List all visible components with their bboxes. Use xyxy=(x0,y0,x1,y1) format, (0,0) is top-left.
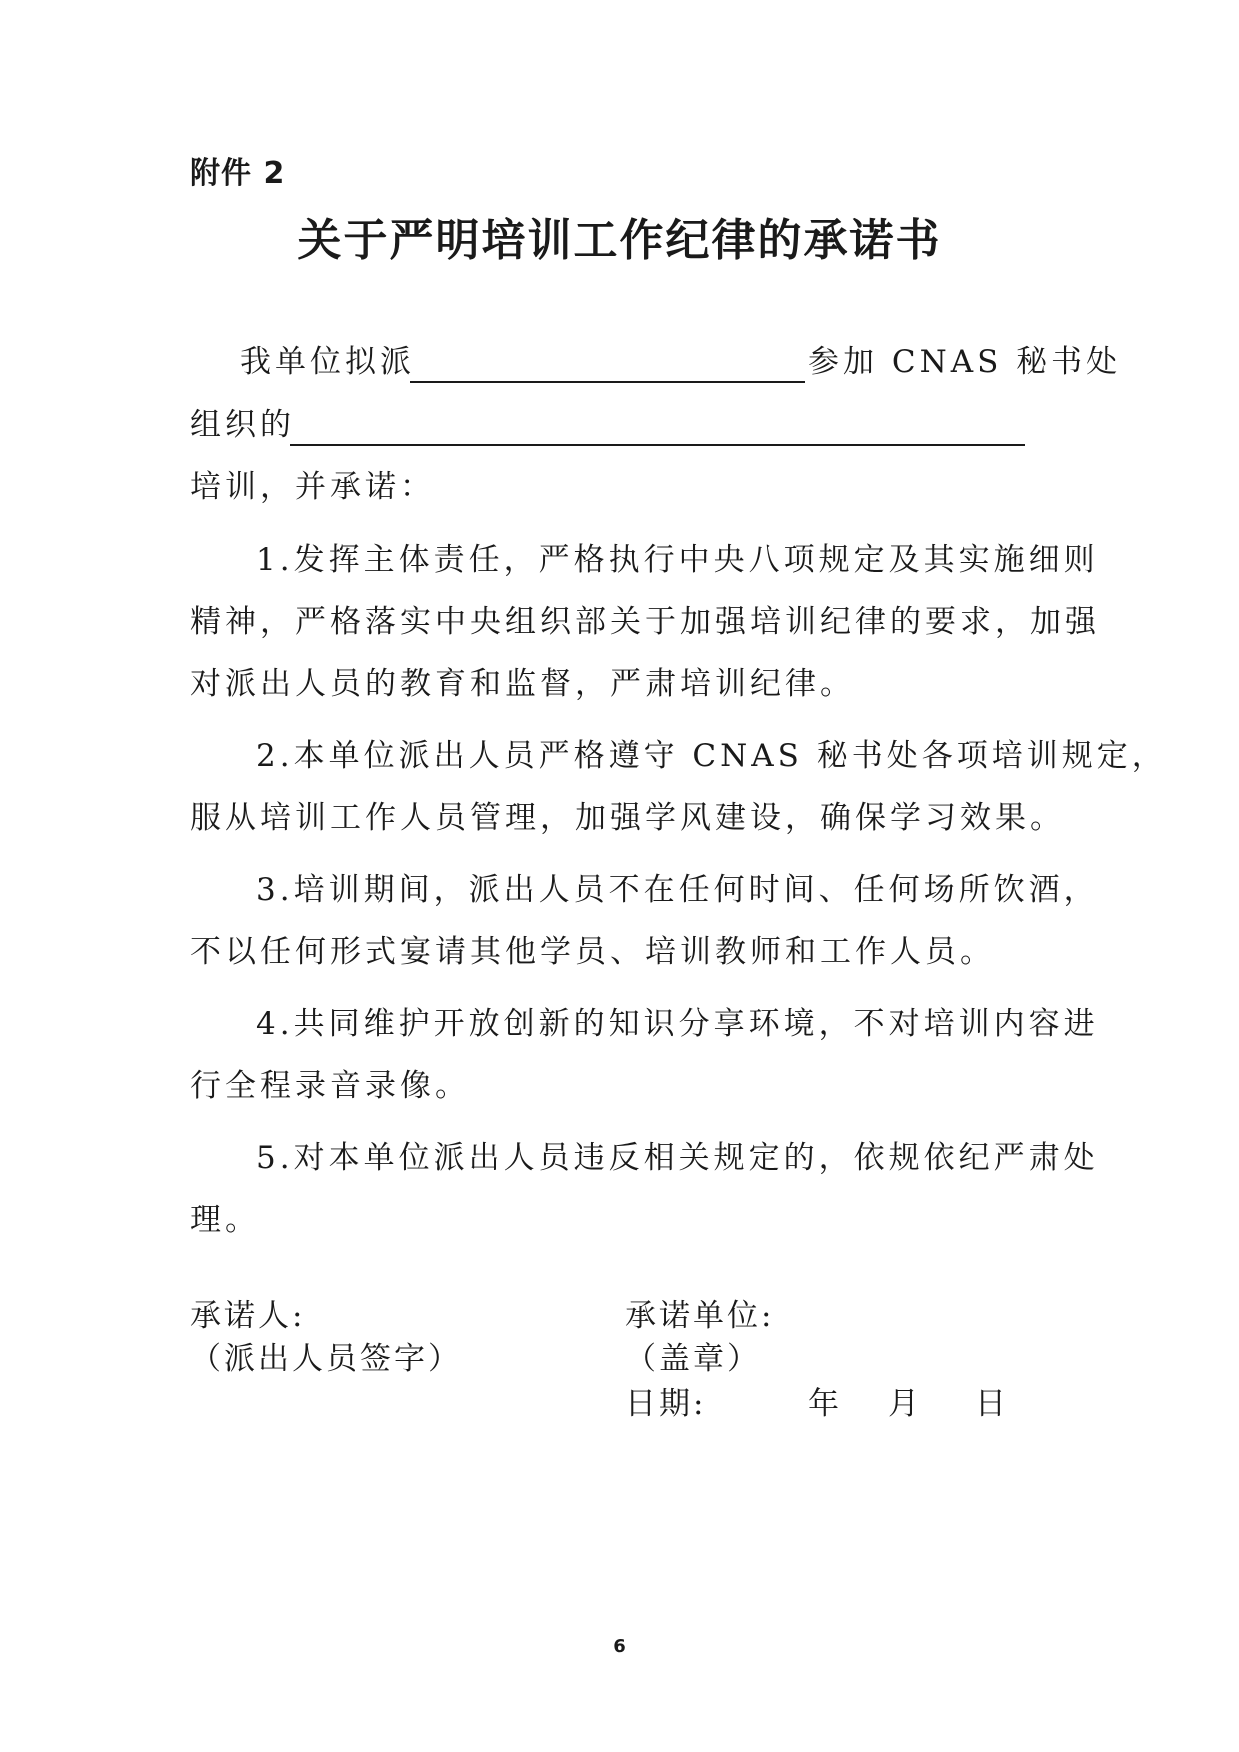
date-year: 年 xyxy=(808,1386,842,1422)
intro-line1-prefix: 我单位拟派 xyxy=(240,344,415,380)
promisor-signature-note[interactable]: （派出人员签字） xyxy=(190,1341,462,1377)
item-1-line-3: 对派出人员的教育和监督，严肃培训纪律。 xyxy=(190,666,855,702)
promising-unit-label: 承诺单位: xyxy=(625,1298,775,1334)
page-number: 6 xyxy=(613,1636,626,1657)
item-4-line-2: 行全程录音录像。 xyxy=(190,1068,470,1104)
promisor-label: 承诺人: xyxy=(190,1298,306,1334)
item-5-line-1: 5.对本单位派出人员违反相关规定的，依规依纪严肃处 xyxy=(256,1140,1099,1176)
item-2-line-1: 2.本单位派出人员严格遵守 CNAS 秘书处各项培训规定， xyxy=(256,738,1167,774)
document-title: 关于严明培训工作纪律的承诺书 xyxy=(297,215,942,266)
item-4-line-1: 4.共同维护开放创新的知识分享环境，不对培训内容进 xyxy=(256,1006,1099,1042)
item-1-line-2: 精神，严格落实中央组织部关于加强培训纪律的要求，加强 xyxy=(190,604,1100,640)
item-3-line-2: 不以任何形式宴请其他学员、培训教师和工作人员。 xyxy=(190,934,995,970)
item-1-line-1: 1.发挥主体责任，严格执行中央八项规定及其实施细则 xyxy=(256,542,1099,578)
delegate-name-blank[interactable] xyxy=(410,381,805,383)
item-2-line-2: 服从培训工作人员管理，加强学风建设，确保学习效果。 xyxy=(190,800,1065,836)
training-name-blank[interactable] xyxy=(290,444,1025,446)
item-3-line-1: 3.培训期间，派出人员不在任何时间、任何场所饮酒， xyxy=(256,872,1099,908)
date-label: 日期: xyxy=(625,1386,707,1422)
intro-line1-suffix: 参加 CNAS 秘书处 xyxy=(808,344,1122,380)
attachment-label: 附件 2 xyxy=(190,156,286,191)
intro-line3: 培训，并承诺： xyxy=(190,469,435,505)
unit-seal-note[interactable]: （盖章） xyxy=(625,1341,761,1377)
item-5-line-2: 理。 xyxy=(190,1202,260,1238)
date-month: 月 xyxy=(888,1386,922,1422)
date-day: 日 xyxy=(975,1386,1009,1422)
intro-line2-prefix: 组织的 xyxy=(190,407,295,443)
